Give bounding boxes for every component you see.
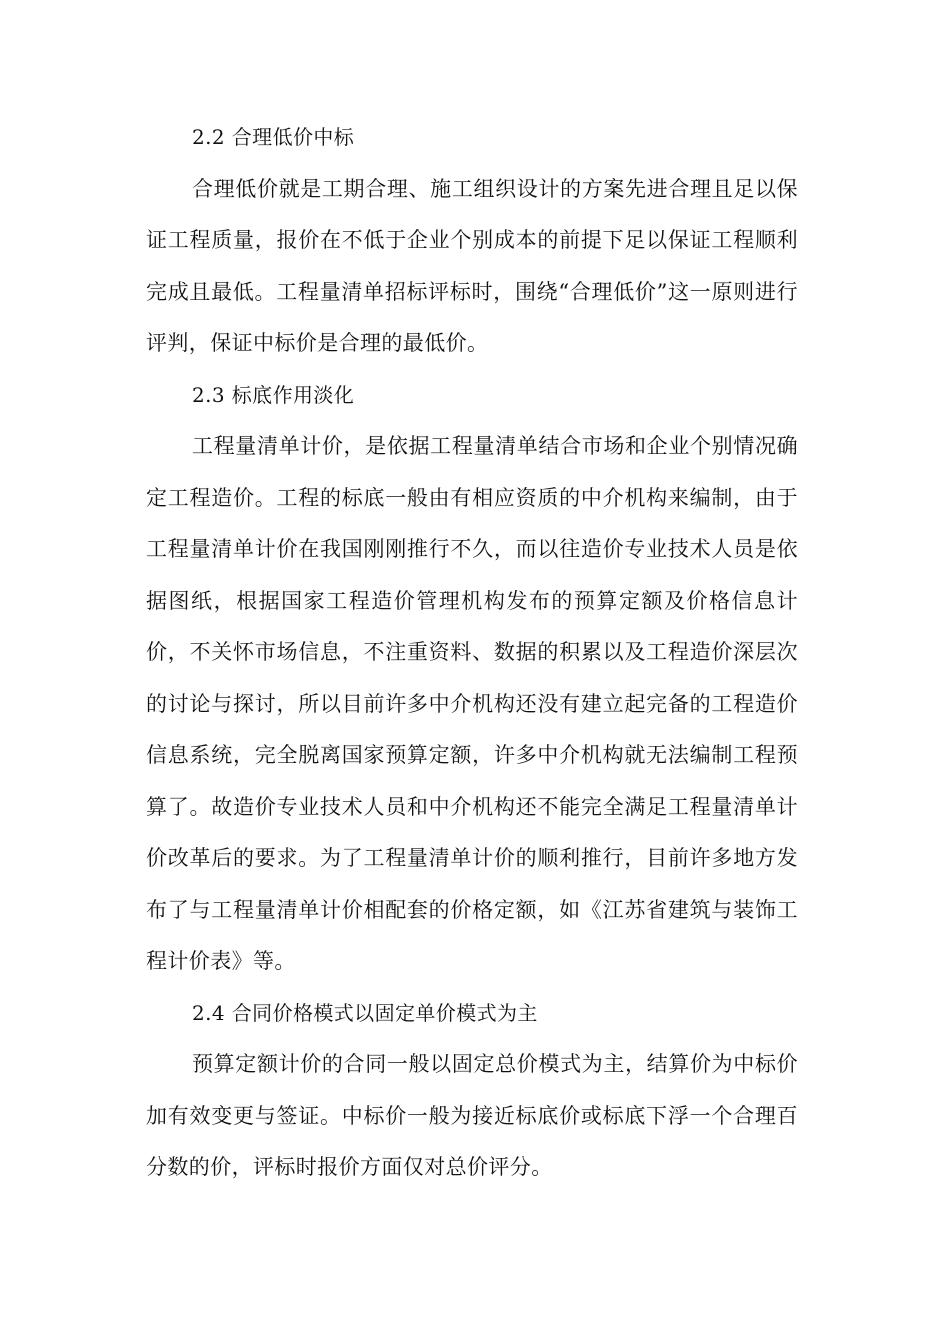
section-heading: 2.4 合同价格模式以固定单价模式为主 <box>192 1000 538 1025</box>
paragraph: 合理低价就是工期合理、施工组织设计的方案先进合理且足以保证工程质量，报价在不低于企业个别成本的前提下足以保证工程顺利完成且最低。工程量清单招标评标时，围绕“合理低价”这一原则进行评判，保证中标价是合理的最低价。 <box>146 176 798 355</box>
paragraph: 预算定额计价的合同一般以固定总价模式为主，结算价为中标价加有效变更与签证。中标价一般为接近标底价或标底下浮一个合理百分数的价，评标时报价方面仅对总价评分。 <box>146 1052 798 1179</box>
section-heading: 2.2 合理低价中标 <box>192 125 355 149</box>
section-heading: 2.3 标底作用淡化 <box>192 382 355 407</box>
paragraph: 工程量清单计价，是依据工程量清单结合市场和企业个别情况确定工程造价。工程的标底一般由有相应资质的中介机构来编制，由于工程量清单计价在我国刚刚推行不久，而以往造价专业技术人员是依据图纸，根据国家工程造价管理机构发布的预算定额及价格信息计价，不关怀市场信息，不注重资料、数据的积累以及工程造价深层次的讨论与探讨，所以目前许多中介机构还没有建立起完备的工程造价信息系统，完全脱离国家预算定额，许多中介机构就无法编制工程预算了。故造价专业技术人员和中介机构还不能完全满足工程量清单计价改革后的要求。为了工程量清单计价的顺利推行，目前许多地方发布了与工程量清单计价相配套的价格定额，如《江苏省建筑与装饰工程计价表》等。 <box>146 434 798 973</box>
document-body <box>146 112 798 1194</box>
